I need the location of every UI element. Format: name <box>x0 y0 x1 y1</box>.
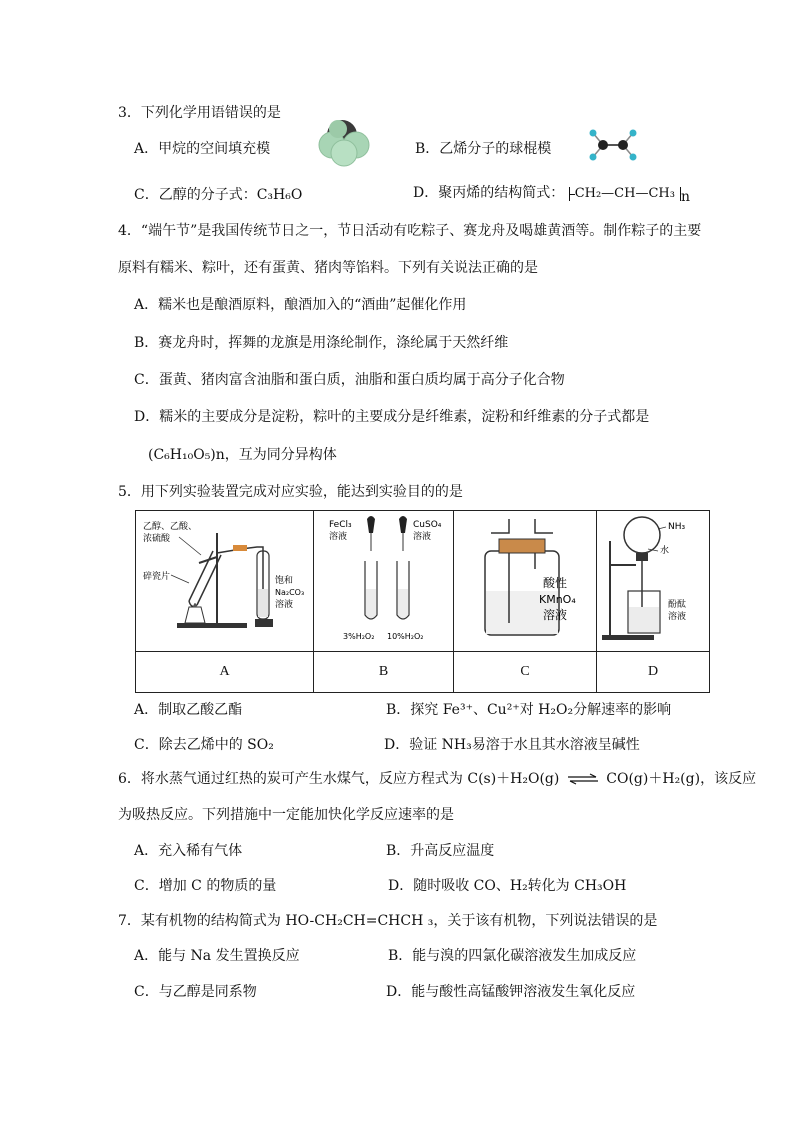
q6-stem-line1 <box>118 770 756 788</box>
q6-stem-line2: 为吸热反应。下列措施中一定能加快化学反应速率的是 <box>118 807 454 823</box>
diagram-b-cuso4-1: CuSO₄ <box>412 520 441 530</box>
q4-option-d-line1: D．糯米的主要成分是淀粉，粽叶的主要成分是纤维素，淀粉和纤维素的分子式都是 <box>134 409 650 425</box>
diagram-a-cell <box>136 511 314 652</box>
polypropylene-repeat-unit: CH₂—CH—CH₃ <box>574 186 675 201</box>
diagram-a-sat2: Na₂CO₃ <box>274 588 304 597</box>
diagram-label-b: B <box>314 652 454 693</box>
diagram-c-label3: 溶液 <box>542 608 567 622</box>
q7-stem: 7．某有机物的结构简式为 HO-CH₂CH=CHCH ₃，关于该有机物，下列说法错误的是 <box>118 913 658 929</box>
q4-option-d-line2: (C₆H₁₀O₅)n，互为同分异构体 <box>148 447 337 463</box>
q5-stem: 5．用下列实验装置完成对应实验，能达到实验目的的是 <box>118 484 463 500</box>
diagram-label-d: D <box>597 652 710 693</box>
diagram-b-cuso4-2: 溶液 <box>412 532 431 542</box>
q6-stem-part1: 6．将水蒸气通过红热的炭可产生水煤气，反应方程式为 C(s)＋H₂O(g) <box>118 771 560 787</box>
q6-stem-part2: CO(g)＋H₂(g)，该反应 <box>606 771 757 787</box>
q3-option-a: A．甲烷的空间填充模 <box>134 141 271 157</box>
catalyst-comparison-tubes-icon <box>315 511 453 647</box>
q4-option-a: A．糯米也是酿酒原料，酿酒加入的“酒曲”起催化作用 <box>134 297 467 313</box>
polymer-degree: n <box>680 189 690 205</box>
q3-stem: 3．下列化学用语错误的是 <box>118 105 281 121</box>
q5-option-c: C．除去乙烯中的 SO₂ <box>134 737 274 753</box>
diagram-d-phen1: 酚酞 <box>667 600 686 610</box>
q4-stem-line1: 4．“端午节”是我国传统节日之一，节日活动有吃粽子、赛龙舟及喝雄黄酒等。制作粽子的主要 <box>118 223 702 239</box>
q7-option-c: C．与乙醇是同系物 <box>134 984 257 1000</box>
q6-option-c: C．增加 C 的物质的量 <box>134 878 277 894</box>
diagram-a-reagents1: 乙醇、乙酸、 <box>142 522 197 532</box>
diagram-label-a: A <box>136 652 314 693</box>
q3-option-b: B．乙烯分子的球棍模 <box>415 141 552 157</box>
experiment-table <box>135 510 709 690</box>
diagram-a-reagents2: 浓硫酸 <box>142 534 170 544</box>
fountain-experiment-icon <box>598 511 709 647</box>
q5-option-a: A．制取乙酸乙酯 <box>134 702 243 718</box>
q6-option-b: B．升高反应温度 <box>386 843 495 859</box>
polypropylene-formula <box>569 185 681 203</box>
q4-stem-line2: 原料有糯米、粽叶，还有蛋黄、猪肉等馅料。下列有关说法正确的是 <box>118 260 538 276</box>
diagram-label-c: C <box>454 652 597 693</box>
reversible-arrow-icon <box>566 773 600 785</box>
q4-option-b: B．赛龙舟时，挥舞的龙旗是用涤纶制作，涤纶属于天然纤维 <box>134 335 509 351</box>
diagram-d-water: 水 <box>659 546 669 556</box>
diagram-b-fecl3-2: 溶液 <box>328 532 347 542</box>
diagram-d-phen2: 溶液 <box>667 612 686 622</box>
q5-option-d: D．验证 NH₃易溶于水且其水溶液呈碱性 <box>384 737 640 753</box>
q6-option-a: A．充入稀有气体 <box>134 843 243 859</box>
q7-option-a: A．能与 Na 发生置换反应 <box>134 948 300 964</box>
diagram-b-h2o2-3: 3%H₂O₂ <box>342 632 374 641</box>
diagram-a-sat1: 饱和 <box>274 576 293 586</box>
diagram-b-cell <box>314 511 454 652</box>
ethylene-ball-stick-icon <box>585 125 641 165</box>
esterification-apparatus-icon <box>137 511 313 647</box>
diagram-b-h2o2-10: 10%H₂O₂ <box>386 632 424 641</box>
gas-washing-bottle-icon <box>455 511 596 647</box>
diagram-a-sat3: 溶液 <box>274 600 293 610</box>
diagram-d-nh3: NH₃ <box>667 522 685 532</box>
q6-option-d: D．随时吸收 CO、H₂转化为 CH₃OH <box>388 878 627 894</box>
q3-option-d <box>413 184 690 203</box>
diagram-a-chips: 碎瓷片 <box>142 572 170 582</box>
q4-option-c: C．蛋黄、猪肉富含油脂和蛋白质，油脂和蛋白质均属于高分子化合物 <box>134 372 565 388</box>
q7-option-b: B．能与溴的四氯化碳溶液发生加成反应 <box>388 948 637 964</box>
q3-option-d-prefix: D．聚丙烯的结构简式： <box>413 185 565 201</box>
diagram-c-label2: KMnO₄ <box>538 593 576 606</box>
diagram-d-cell <box>597 511 710 652</box>
diagram-b-fecl3-1: FeCl₃ <box>328 520 352 530</box>
q7-option-d: D．能与酸性高锰酸钾溶液发生氧化反应 <box>386 984 636 1000</box>
diagram-c-cell <box>454 511 597 652</box>
methane-model-icon <box>312 117 376 167</box>
diagram-c-label1: 酸性 <box>542 576 567 590</box>
q5-option-b: B．探究 Fe³⁺、Cu²⁺对 H₂O₂分解速率的影响 <box>386 702 672 718</box>
q3-option-c: C．乙醇的分子式：C₃H₆O <box>134 187 303 203</box>
